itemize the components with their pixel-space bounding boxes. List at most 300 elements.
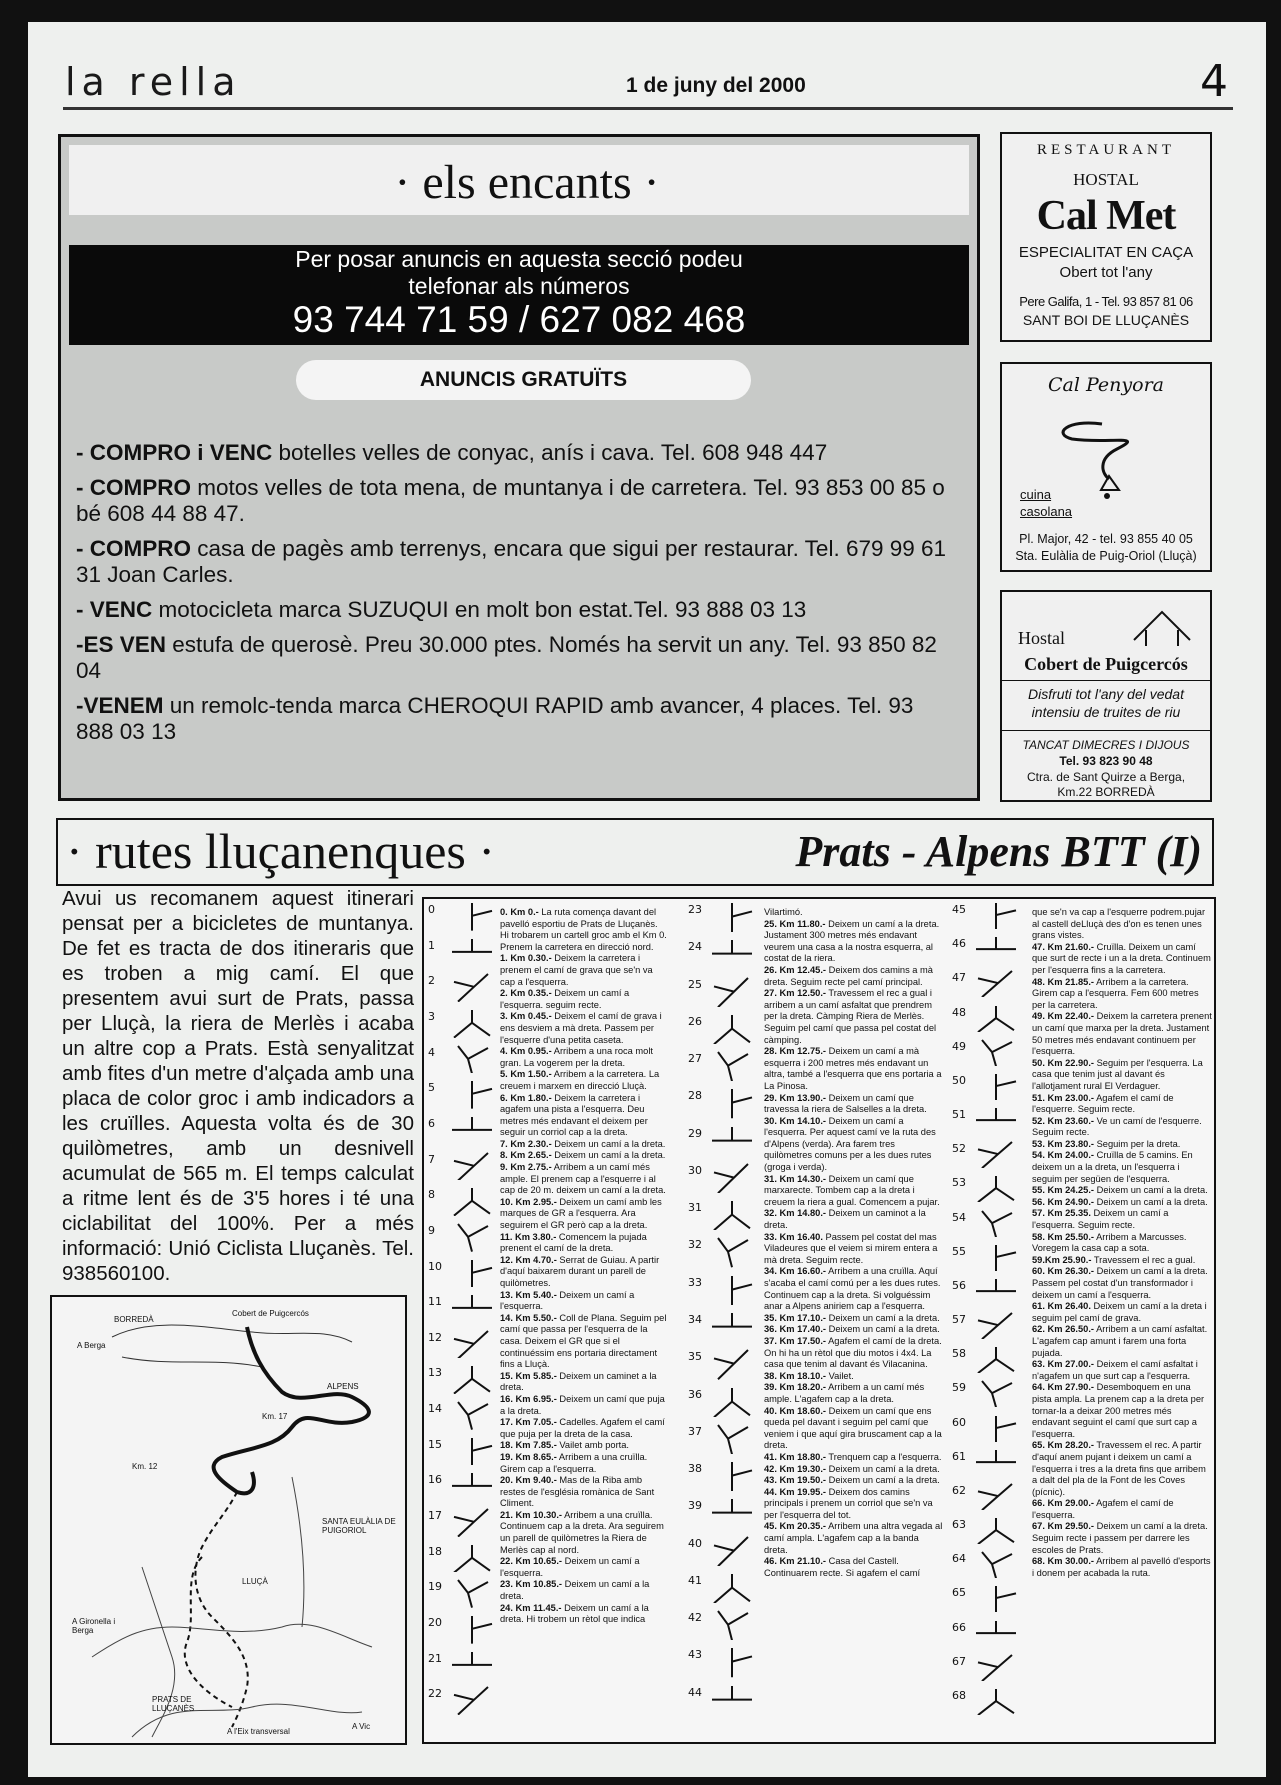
route-step <box>764 965 944 988</box>
ad-cal-penyora <box>1000 362 1212 572</box>
route-step-text: Deixem un camí a la dreta. <box>551 1150 666 1161</box>
route-step-km: 33. Km 16.40. <box>764 1231 823 1242</box>
route-step-text: que se'n va cap a l'esquerre podrem.pujar al castell deLluçà des d'on es tenen unes grans vistes. <box>1032 907 1206 941</box>
junction-diagram-icon <box>972 969 1020 997</box>
route-step <box>764 1266 944 1312</box>
newspaper-page <box>28 22 1266 1777</box>
route-step-km: 24. Km 11.45.- <box>500 1602 562 1613</box>
route-step-text: Cruïlla. Deixem un camí que surt de recte i un a la dreta. Continuem per l'esquerra fins a la carretera. <box>1032 941 1211 975</box>
junction-diagram-icon <box>448 972 496 1002</box>
route-step-text: Arribem a una roca molt gran. La vogerem per la dreta. <box>500 1046 653 1068</box>
route-step-text: Deixem un camí a la dreta. <box>826 1312 940 1323</box>
divider <box>1002 680 1210 681</box>
junction-diagram-icon <box>708 1348 756 1379</box>
route-step <box>500 1452 668 1475</box>
junction-number: 4 <box>428 1045 435 1059</box>
route-step <box>1032 977 1212 1012</box>
ad-calmet-restaurant: RESTAURANT <box>1037 142 1175 158</box>
junction-number: 41 <box>688 1573 702 1587</box>
route-step-text: Deixem el camí asfaltat i n'agafem un que surt cap a l'esquerra. <box>1032 1359 1198 1381</box>
junction-diagram-icon <box>972 935 1020 963</box>
junction-diagram-icon <box>448 1364 496 1394</box>
route-step-text: Desemboquem en una pista ampla. La prenem cap a la dreta per tornar-la a deixar 200 metres més endavant seguint el camí que surt cap a l'esquerra. <box>1032 1382 1205 1439</box>
route-step-text: Deixem un camí a la dreta. <box>826 1475 940 1486</box>
junction-diagram-icon <box>708 1125 756 1156</box>
route-step-km: 34. Km 16.60.- <box>764 1266 827 1277</box>
junction-number: 39 <box>688 1499 702 1513</box>
route-step-text: Cadelles. Agafem el camí que puja per la dreta de la casa. <box>500 1417 665 1439</box>
route-step-km: 8. Km 2.65.- <box>500 1150 552 1161</box>
classified-ad <box>76 632 956 684</box>
route-step <box>500 1417 668 1440</box>
junction-number: 21 <box>428 1651 442 1665</box>
junction-diagram-icon <box>972 1379 1020 1407</box>
junction-diagram-icon <box>448 1008 496 1038</box>
route-step-text: Deixem un camí a l'esquerra. seguim recte. <box>500 988 630 1010</box>
junction-diagram-icon <box>708 1162 756 1193</box>
routes-header <box>56 818 1214 886</box>
route-step <box>1032 1232 1212 1255</box>
junction-diagram-icon <box>972 1311 1020 1339</box>
map-label-santa-eulalia: SANTA EULÀLIA DE PUIGORIOL <box>322 1517 396 1535</box>
junction-diagram-icon <box>972 1619 1020 1647</box>
route-step-text: Comencem la pujada prenent el camí de la dreta. <box>500 1231 647 1254</box>
route-step <box>500 907 668 953</box>
junction-diagram-icon <box>708 1535 756 1566</box>
junction-number: 24 <box>688 940 702 954</box>
junction-diagram-icon <box>448 937 496 967</box>
route-step <box>1032 1116 1212 1139</box>
classified-ads-list <box>76 440 956 754</box>
route-step-text: Ve un camí de l'esquerre. Seguim recte. <box>1032 1115 1202 1138</box>
route-step-km: 27. Km 12.50.- <box>764 988 827 999</box>
route-step-km: 65. Km 28.20.- <box>1032 1440 1095 1451</box>
route-step-km: 30. Km 14.10.- <box>764 1115 827 1126</box>
route-step-text: Deixem un camí a la dreta. <box>551 1138 666 1149</box>
route-step-km: 10. Km 2.95.- <box>500 1196 557 1207</box>
junction-number: 18 <box>428 1544 442 1558</box>
route-step-km: 20. Km 9.40.- <box>500 1475 557 1486</box>
junction-diagram-icon <box>448 1329 496 1359</box>
route-step <box>1032 1093 1212 1116</box>
route-step <box>500 1139 668 1151</box>
junction-number: 9 <box>428 1223 435 1237</box>
junction-number: 68 <box>952 1688 966 1702</box>
junction-number: 37 <box>688 1424 702 1438</box>
route-step-text: Arribem una altra vegada al camí ampla. L'agafem cap a la banda dreta. <box>764 1521 943 1555</box>
junction-number: 67 <box>952 1654 966 1668</box>
route-step-km: 32. Km 14.80.- <box>764 1208 827 1219</box>
route-step <box>764 1556 944 1579</box>
junction-diagram-icon <box>708 1572 756 1603</box>
route-step-km: 18. Km 7.85.- <box>500 1440 557 1451</box>
route-step-km: 48. Km 21.85.- <box>1032 976 1095 987</box>
route-step-text: Travessem el rec a gual. <box>1091 1254 1196 1265</box>
route-step-km: 53. Km 23.80.- <box>1032 1138 1095 1149</box>
junction-number: 33 <box>688 1275 702 1289</box>
route-step <box>1032 1058 1212 1093</box>
junction-number: 1 <box>428 938 435 952</box>
route-step <box>1032 1382 1212 1440</box>
junction-diagram-icon <box>972 1140 1020 1168</box>
junction-number: 65 <box>952 1586 966 1600</box>
route-step-text: Deixem un camí a l'esquerra. <box>500 1556 640 1578</box>
junction-diagram-icon <box>972 1243 1020 1271</box>
route-step <box>764 1406 944 1452</box>
route-icons-col-3 <box>950 899 1030 1729</box>
map-label-prats: PRATS DE LLUÇANÈS <box>152 1695 195 1713</box>
route-step-text: Deixem un camí a la dreta. Passem pel costat d'un transformador i deixem un camí a l'esquerra. <box>1032 1266 1208 1300</box>
junction-diagram-icon <box>972 1584 1020 1612</box>
ad-penyora-town: Sta. Eulàlia de Puig-Oriol (Lluçà) <box>1015 549 1197 563</box>
ad-puig-km: Km.22 BORREDÀ <box>1057 785 1155 799</box>
route-step <box>1032 1301 1212 1324</box>
free-ads-label: ANUNCIS GRATUÏTS <box>296 360 751 400</box>
ad-penyora-casolana-word: casolana <box>1020 504 1073 519</box>
map-label-km17: Km. 17 <box>262 1412 288 1421</box>
route-step <box>764 1232 944 1267</box>
junction-diagram-icon <box>448 1614 496 1644</box>
ad-calmet-name: Cal Met <box>1036 193 1176 239</box>
ad-penyora-cuina <box>1020 486 1072 520</box>
junction-number: 43 <box>688 1648 702 1662</box>
route-step-text: Deixem la carretera prenent un camí que marxa per la dreta. Justament 50 metres més endavant continuem per l'esquerra. <box>1032 1011 1212 1057</box>
route-step <box>1032 907 1212 942</box>
junction-diagram-icon <box>972 1448 1020 1476</box>
route-step-km: 50. Km 22.90.- <box>1032 1057 1095 1068</box>
junction-diagram-icon <box>708 1386 756 1417</box>
junction-number: 38 <box>688 1462 702 1476</box>
route-step-text: Arribem a una cruïlla. Girem cap a l'esquerra. <box>500 1451 648 1474</box>
route-icons-col-2 <box>686 899 766 1729</box>
route-step <box>1032 1521 1212 1556</box>
junction-diagram-icon <box>448 1151 496 1181</box>
ad-puig-slogan-2: intensiu de truites de riu <box>1031 704 1181 720</box>
ad-keyword: - COMPRO <box>76 475 191 500</box>
issue-date: 1 de juny del 2000 <box>626 74 806 97</box>
junction-diagram-icon <box>972 1550 1020 1578</box>
route-step-km: 15. Km 5.85.- <box>500 1370 557 1381</box>
junction-diagram-icon <box>448 1044 496 1074</box>
junction-diagram-icon <box>448 1650 496 1680</box>
route-step <box>764 1046 944 1092</box>
junction-diagram-icon <box>972 1687 1020 1715</box>
junction-number: 61 <box>952 1449 966 1463</box>
route-step-text: Coll de Plana. Seguim pel camí que passa per l'esquerra de la casa. Deixem el GR que si el continuéssim ens portaria directament fins a Lluçà. <box>500 1312 667 1370</box>
route-step-text: Deixem un camí que ens queda pel davant i seguim pel camí que veniem i que aquí gira bruscament cap a la dreta. <box>764 1405 942 1451</box>
ad-keyword: - COMPRO i VENC <box>76 440 273 465</box>
junction-diagram-icon <box>972 1516 1020 1544</box>
junction-diagram-icon <box>448 1685 496 1715</box>
route-step-km: 1. Km 0.30.- <box>500 953 552 964</box>
junction-number: 44 <box>688 1685 702 1699</box>
junction-number: 23 <box>688 903 702 916</box>
route-step-km: 31. Km 14.30.- <box>764 1173 827 1184</box>
junction-number: 32 <box>688 1238 702 1252</box>
junction-diagram-icon <box>708 1460 756 1491</box>
route-step-text: Arribem al pavelló d'esports i donem per acabada la ruta. <box>1032 1556 1211 1578</box>
route-step-km: 9. Km 2.75.- <box>500 1162 552 1173</box>
junction-diagram-icon <box>972 1004 1020 1032</box>
map-label-eix: A l'Eix transversal <box>227 1727 290 1736</box>
route-step-text: Deixem un camí que travessa la riera de Salselles a la dreta. <box>764 1092 927 1115</box>
junction-number: 25 <box>688 977 702 991</box>
route-step <box>500 1232 668 1255</box>
route-step-km: 40. Km 18.60.- <box>764 1405 827 1416</box>
junction-number: 48 <box>952 1005 966 1019</box>
junction-diagram-icon <box>708 1311 756 1342</box>
map-label-berga: A Berga <box>77 1341 106 1350</box>
route-step-km: 60. Km 26.30.- <box>1032 1266 1095 1277</box>
route-step-text: Seguim per la dreta. <box>1094 1138 1181 1149</box>
route-step <box>500 1046 668 1069</box>
junction-number: 64 <box>952 1552 966 1566</box>
route-step-text: Deixem dos camins a mà dreta. Seguim recte pel camí principal. <box>764 964 933 987</box>
route-step-text: Arribem a la carretera. La creuem i marxem en direcció Lluçà. <box>500 1069 660 1091</box>
header-rule <box>63 107 1233 110</box>
route-step <box>1032 1359 1212 1382</box>
ad-text: botelles velles de conyac, anís i cava. Tel. 608 948 447 <box>272 440 828 465</box>
junction-number: 26 <box>688 1014 702 1028</box>
route-step <box>1032 942 1212 977</box>
junction-number: 16 <box>428 1473 442 1487</box>
junction-diagram-icon <box>448 1186 496 1216</box>
junction-diagram-icon <box>708 938 756 969</box>
route-step-km: 5. Km 1.50.- <box>500 1069 552 1080</box>
route-step <box>500 953 668 988</box>
ad-puig-closed: TANCAT DIMECRES I DIJOUS <box>1022 738 1190 752</box>
route-step-km: 3. Km 0.45.- <box>500 1011 552 1022</box>
ad-calmet-specialty: ESPECIALITAT EN CAÇA <box>1018 244 1194 261</box>
route-step-text: Deixem un camí a la dreta i seguim pel camí de grava. <box>1032 1301 1207 1323</box>
map-label-borreda: BORREDÀ <box>114 1315 154 1324</box>
route-step-text: Deixem un camí a l'esquerra. Seguim recte. <box>1032 1208 1169 1231</box>
route-step-km: 35. Km 17.10.- <box>764 1312 827 1323</box>
route-step <box>500 1475 668 1510</box>
route-step-km: 7. Km 2.30.- <box>500 1138 552 1149</box>
route-step <box>764 1313 944 1325</box>
ad-keyword: - VENC <box>76 597 153 622</box>
route-step-text: Deixem dos camins principals i prenem un corriol que se'n va per l'esquerra del tot. <box>764 1486 933 1520</box>
route-step <box>500 1093 668 1139</box>
junction-number: 58 <box>952 1347 966 1361</box>
route-step <box>764 1371 944 1383</box>
route-step-km: 61. Km 26.40. <box>1032 1301 1091 1312</box>
ad-text: estufa de querosè. Preu 30.000 ptes. Només ha servit un any. Tel. 93 850 82 04 <box>76 632 937 683</box>
junction-number: 20 <box>428 1616 442 1630</box>
junction-diagram-icon <box>708 1236 756 1267</box>
junction-diagram-icon <box>708 1646 756 1677</box>
route-step-km: 46. Km 21.10.- <box>764 1556 827 1567</box>
classified-ad <box>76 475 956 527</box>
route-step-km: 55. Km 24.25.- <box>1032 1185 1095 1196</box>
route-step <box>764 907 944 919</box>
route-step-km: 54. Km 24.00.- <box>1032 1150 1095 1161</box>
route-step-text: Deixem un camí que puja a la dreta. <box>500 1393 665 1416</box>
classified-ad <box>76 597 956 623</box>
junction-diagram-icon <box>972 1653 1020 1681</box>
route-step <box>1032 1139 1212 1151</box>
route-step-text: Deixem un camí a la dreta. <box>826 1463 940 1474</box>
junction-diagram-icon <box>708 1423 756 1454</box>
junction-diagram-icon <box>972 1482 1020 1510</box>
route-step <box>500 1371 668 1394</box>
junction-number: 8 <box>428 1188 435 1202</box>
route-icons-col-1 <box>426 899 506 1729</box>
route-step-text: Travessem el rec. A partir d'aquí anem pujant i deixem un camí a l'esquerra i tres a la dreta fins que arribem a dalt del pla de la Font de les Coves (pícnic). <box>1032 1440 1206 1497</box>
junction-number: 14 <box>428 1402 442 1416</box>
junction-number: 6 <box>428 1116 435 1130</box>
route-step-text: Serrat de Guiau. A partir d'aquí baixarem durant un parell de quilòmetres. <box>500 1254 660 1288</box>
junction-diagram-icon <box>972 1174 1020 1202</box>
route-step <box>500 1313 668 1371</box>
route-step <box>500 988 668 1011</box>
junction-diagram-icon <box>708 1013 756 1044</box>
ad-text: motocicleta marca SUZUQUI en molt bon estat.Tel. 93 888 03 13 <box>152 597 807 622</box>
route-step <box>500 1197 668 1232</box>
route-step-text: Arribem a una cruïlla. Aquí s'acaba el camí comú per a les dues rutes. Continuem cap a la dreta. Si volguéssim anar a Alpens aniriem cap a l'esquerra. <box>764 1266 941 1312</box>
route-step <box>500 1579 668 1602</box>
route-step-text: Arribem a un camí més ample. L'agafem cap a la dreta. <box>764 1382 925 1404</box>
junction-diagram-icon <box>972 1038 1020 1066</box>
classifieds-title: · els encants · <box>394 156 660 209</box>
route-step-km: 49. Km 22.40.- <box>1032 1011 1095 1022</box>
route-step-km: 52. Km 23.60.- <box>1032 1115 1095 1126</box>
ad-text: un remolc-tenda marca CHEROQUI RAPID amb avancer, 4 places. Tel. 93 888 03 13 <box>76 693 914 744</box>
junction-number: 57 <box>952 1313 966 1326</box>
route-step-km: 36. Km 17.40.- <box>764 1324 827 1335</box>
route-step <box>764 1464 944 1476</box>
route-steps-col-3 <box>1032 907 1212 1579</box>
junction-number: 54 <box>952 1210 966 1224</box>
contact-line-2: telefonar als números <box>408 273 630 299</box>
ad-calmet-hostal: HOSTAL <box>1073 170 1139 189</box>
route-steps-col-2 <box>764 907 944 1579</box>
route-step <box>764 1324 944 1336</box>
route-step-text: Agafem el camí de la dreta. On hi ha un rètol que diu motos i 4x4. La casa que tenim al davant és Vilacanina. <box>764 1335 942 1370</box>
junction-diagram-icon <box>972 1072 1020 1100</box>
ad-calmet-hours: Obert tot l'any <box>1059 264 1153 281</box>
ad-text: motos velles de tota mena, de muntanya i de carretera. Tel. 93 853 00 85 o bé 608 44 88 47. <box>76 475 945 526</box>
route-step-km: 37. Km 17.50.- <box>764 1335 827 1346</box>
route-step-km: 25. Km 11.80.- <box>764 918 826 929</box>
route-step-km: 45. Km 20.35.- <box>764 1521 827 1532</box>
route-step <box>1032 1266 1212 1301</box>
route-step-text: Deixem un camí a l'esquerra. Per aquest camí ve la ruta des d'Alpens (verda). Ara farem tres quilòmetres comuns per a les dues rutes (groga i verda). <box>764 1115 936 1173</box>
route-step-text: Arribem a una cruïlla. Continuem cap a la dreta. Ara seguirem un parell de quilòmetres la Riera de Merlès cap al nord. <box>500 1509 664 1555</box>
route-step <box>764 1174 944 1209</box>
route-step-km: 41. Km 18.80.- <box>764 1451 827 1462</box>
junction-diagram-icon <box>708 1609 756 1640</box>
route-step-km: 43. Km 19.50.- <box>764 1475 827 1486</box>
ad-keyword: - COMPRO <box>76 536 191 561</box>
route-step-text: Agafem el camí de l'esquerre. Seguim recte. <box>1032 1092 1174 1115</box>
route-step-text: Casa del Castell. Continuarem recte. Si agafem el camí <box>764 1556 921 1578</box>
route-step <box>764 1336 944 1371</box>
ad-cal-met <box>1000 132 1212 342</box>
route-step-km: 16. Km 6.95.- <box>500 1393 557 1404</box>
route-step <box>500 1440 668 1452</box>
junction-number: 28 <box>688 1089 702 1103</box>
junction-number: 52 <box>952 1142 966 1156</box>
house-roof-icon <box>1132 608 1192 648</box>
junction-diagram-icon <box>448 1079 496 1109</box>
route-step <box>764 1521 944 1556</box>
ad-cobert-puigcercos <box>1000 590 1212 802</box>
classified-ad <box>76 693 956 745</box>
route-step-text: Deixem un camí amb les marques de GR a l'esquerra. Ara seguirem el GR però cap a la dreta. <box>500 1196 662 1231</box>
junction-diagram-icon <box>708 1199 756 1230</box>
route-map <box>50 1295 407 1745</box>
junction-number: 7 <box>428 1152 435 1166</box>
route-step-km: 21. Km 10.30.- <box>500 1509 563 1520</box>
junction-number: 55 <box>952 1244 966 1258</box>
route-step <box>764 1475 944 1487</box>
route-step-text: Arribem a un camí més ample. El prenem cap a l'esquerre i al cap de 20 m. deixem un camí a la dreta. <box>500 1162 666 1196</box>
route-step-text: Passem pel costat del mas Viladeures que el veiem si mirem entera a mà dreta. Seguim recte. <box>764 1231 938 1265</box>
map-label-vic: A Vic <box>352 1722 371 1731</box>
route-step-km: 12. Km 4.70.- <box>500 1254 557 1265</box>
route-step-km: 22. Km 10.65.- <box>500 1556 563 1567</box>
ad-keyword: -ES VEN <box>76 632 167 657</box>
route-step <box>1032 1556 1212 1579</box>
junction-number: 15 <box>428 1437 442 1451</box>
route-step-text: Deixem un camí a l'esquerra. <box>500 1289 635 1312</box>
masthead: la rella <box>65 60 242 104</box>
junction-number: 34 <box>688 1313 702 1326</box>
route-step-km: 68. Km 30.00.- <box>1032 1556 1095 1567</box>
route-step-text: Deixem un camí a la dreta. <box>500 1579 650 1602</box>
route-step <box>764 988 944 1046</box>
junction-number: 35 <box>688 1350 702 1364</box>
route-step-km: 63. Km 27.00.- <box>1032 1359 1095 1370</box>
route-step-km: 62. Km 26.50.- <box>1032 1324 1095 1335</box>
junction-number: 10 <box>428 1259 442 1273</box>
junction-number: 46 <box>952 937 966 951</box>
route-step-km: 23. Km 10.85.- <box>500 1579 563 1590</box>
junction-number: 47 <box>952 971 966 985</box>
route-step-text: Vilartimó. <box>764 907 803 917</box>
route-step-km: 58. Km 25.50.- <box>1032 1231 1095 1242</box>
route-step-km: 39. Km 18.20.- <box>764 1382 827 1393</box>
contact-banner <box>69 245 969 345</box>
route-step-km: 64. Km 27.90.- <box>1032 1382 1095 1393</box>
ad-calmet-town: SANT BOI DE LLUÇANÈS <box>1022 312 1190 328</box>
map-label-alpens: ALPENS <box>327 1382 359 1391</box>
route-step-text: Deixem un camí a la dreta. Seguim recte i passem per darrere les escoles de Prats. <box>1032 1521 1208 1555</box>
route-step <box>764 1487 944 1522</box>
route-step <box>500 1510 668 1556</box>
junction-diagram-icon <box>448 1436 496 1466</box>
junction-number: 22 <box>428 1687 442 1701</box>
classifieds-section <box>58 134 980 801</box>
junction-diagram-icon <box>448 1293 496 1323</box>
junction-number: 62 <box>952 1483 966 1497</box>
classified-ad <box>76 440 956 466</box>
ad-puig-road: Ctra. de Sant Quirze a Berga, <box>1026 770 1186 784</box>
route-step-km: 13. Km 5.40.- <box>500 1289 557 1300</box>
route-step-km: 29. Km 13.90.- <box>764 1092 827 1103</box>
map-label-km12: Km. 12 <box>132 1462 158 1471</box>
route-step-text: Deixem un camí a la dreta. <box>1094 1196 1208 1207</box>
route-step-km: 17. Km 7.05.- <box>500 1417 557 1428</box>
route-step-km: 26. Km 12.45.- <box>764 964 827 975</box>
route-step-km: 51. Km 23.00.- <box>1032 1092 1095 1103</box>
junction-diagram-icon <box>448 1400 496 1430</box>
route-step-text: La ruta comença davant del pavelló esportiu de Prats de Lluçanès. Hi trobarem un cartell groc amb el Km 0. Prenem la carretera en direcció nord. <box>500 907 667 952</box>
route-step-text: Trenquem cap a l'esquerra. <box>826 1451 942 1462</box>
junction-number: 0 <box>428 903 435 916</box>
